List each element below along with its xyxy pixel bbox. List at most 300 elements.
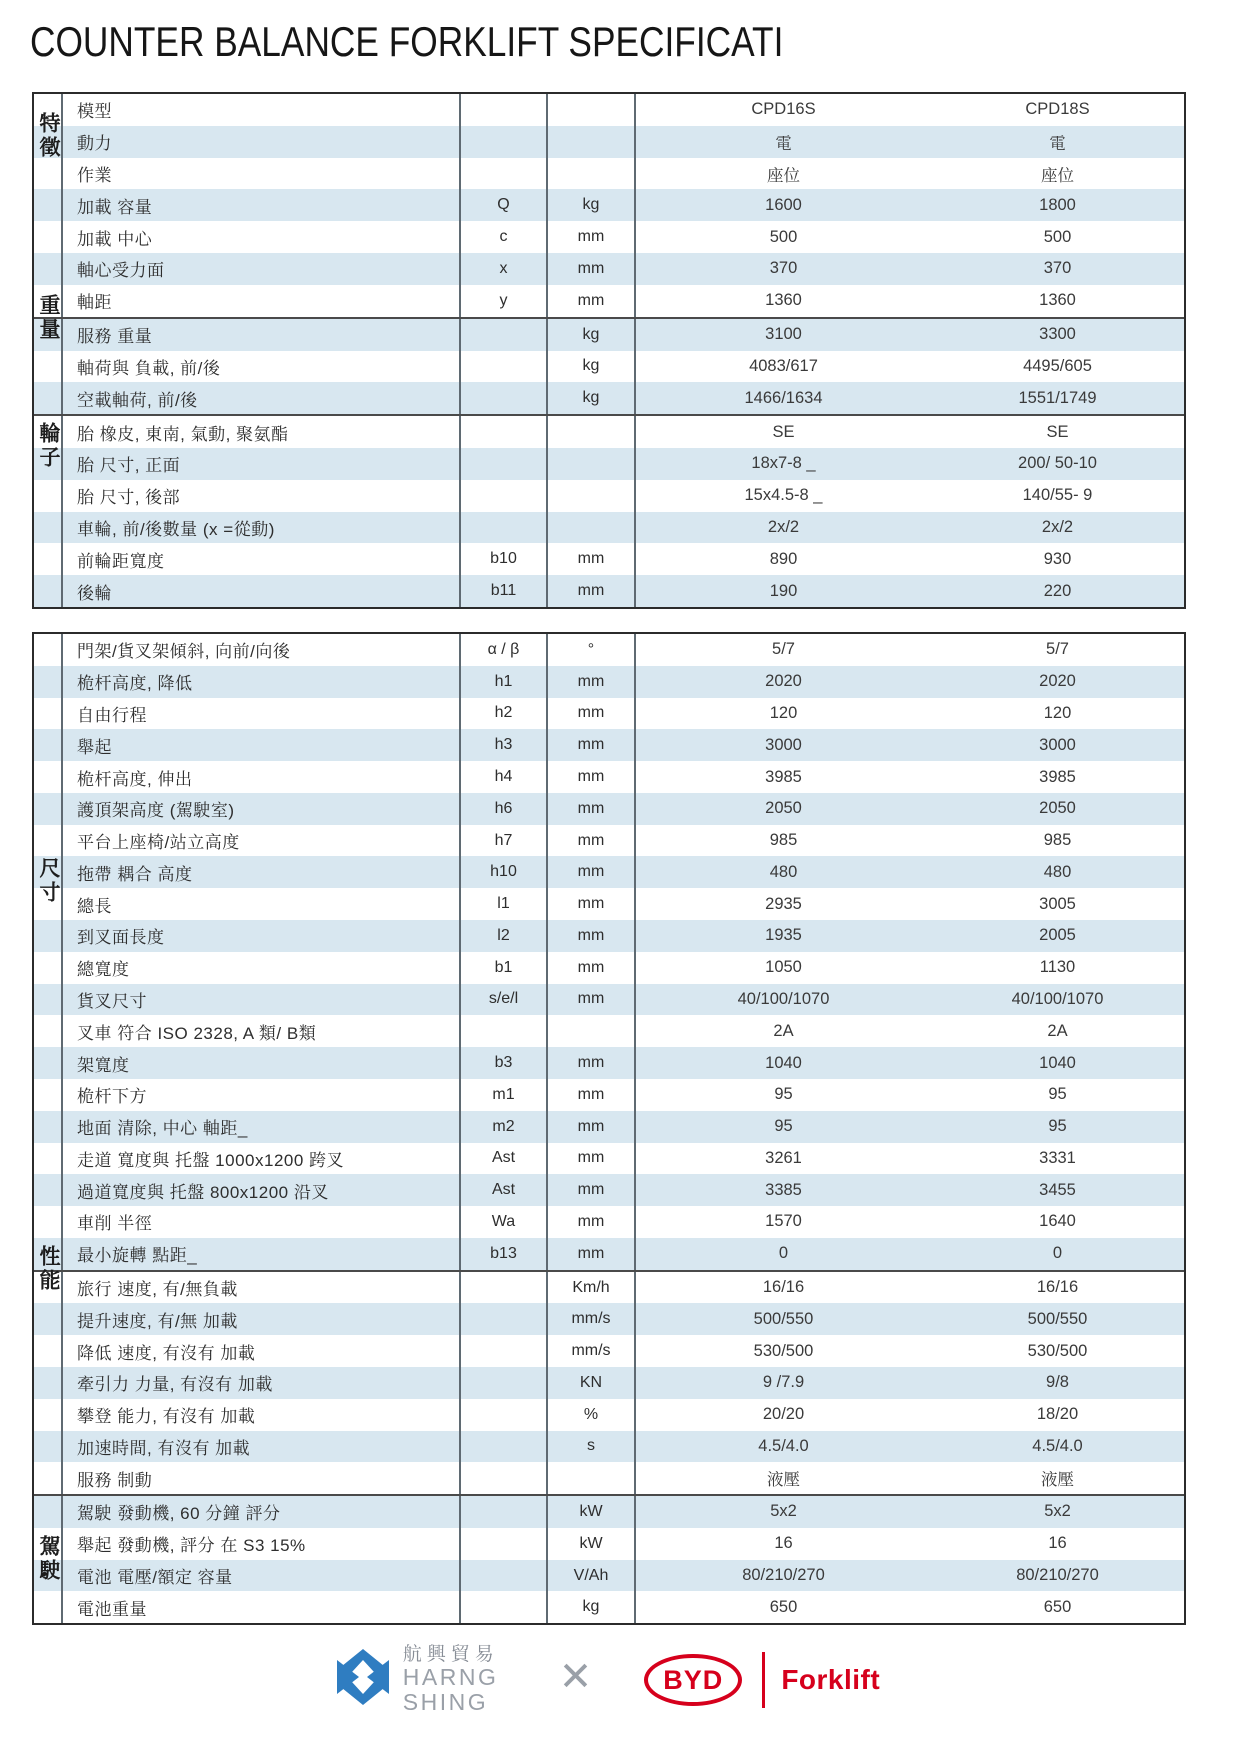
category-spacer-cell xyxy=(34,761,63,793)
category-spacer-cell xyxy=(34,666,63,698)
symbol-cell: Ast xyxy=(461,1143,548,1175)
spec-label-cell: 地面 清除, 中心 軸距_ xyxy=(63,1111,461,1143)
spec-label-cell: 貨叉尺寸 xyxy=(63,984,461,1016)
unit-cell xyxy=(548,126,636,158)
spec-label-cell: 叉車 符合 ISO 2328, A 類/ B類 xyxy=(63,1015,461,1047)
value-cell-cpd16s: 190 xyxy=(769,581,798,600)
spec-label-cell: 自由行程 xyxy=(63,698,461,730)
spec-label-cell: 前輪距寬度 xyxy=(63,543,461,575)
unit-cell xyxy=(548,1015,636,1047)
value-cell-cpd18s: 95 xyxy=(1048,1117,1067,1136)
spec-label-cell: 模型 xyxy=(63,94,461,126)
value-cell-cpd18s: 120 xyxy=(1043,703,1072,722)
spec-label-cell: 胎 尺寸, 正面 xyxy=(63,448,461,480)
spec-label-cell: 舉起 發動機, 評分 在 S3 15% xyxy=(63,1528,461,1560)
value-cell-cpd18s: 530/500 xyxy=(1027,1341,1088,1360)
table-row xyxy=(34,793,1184,825)
category-spacer-cell xyxy=(34,1335,63,1367)
category-spacer-cell xyxy=(34,1591,63,1623)
category-spacer-cell xyxy=(34,729,63,761)
spec-label-cell: 軸距 xyxy=(63,285,461,317)
spec-label-cell: 走道 寬度與 托盤 1000x1200 跨叉 xyxy=(63,1143,461,1175)
harng-shing-logo xyxy=(333,1645,499,1715)
category-spacer-cell xyxy=(34,1367,63,1399)
symbol-cell: m2 xyxy=(461,1111,548,1143)
value-cell-cpd18s: 液壓 xyxy=(1041,1471,1074,1490)
value-cell-cpd18s: 9/8 xyxy=(1046,1373,1069,1392)
category-spacer-cell xyxy=(34,543,63,575)
spec-label-cell: 桅杆高度, 降低 xyxy=(63,666,461,698)
unit-cell xyxy=(548,416,636,448)
table-row xyxy=(34,94,1184,126)
table-row xyxy=(34,888,1184,920)
category-label: 輪子 xyxy=(37,422,60,470)
table-row xyxy=(34,351,1184,383)
table-row xyxy=(34,1303,1184,1335)
spec-label-cell: 空載軸荷, 前/後 xyxy=(63,382,461,414)
value-cell-cpd18s: 1800 xyxy=(1039,195,1076,214)
value-cell-cpd18s: 2A xyxy=(1047,1021,1068,1040)
symbol-cell xyxy=(461,351,548,383)
value-cell-cpd16s: 4083/617 xyxy=(749,356,818,375)
unit-cell: mm xyxy=(548,729,636,761)
table-row xyxy=(34,414,1184,448)
unit-cell: mm/s xyxy=(548,1335,636,1367)
spec-label-cell: 到叉面長度 xyxy=(63,920,461,952)
category-spacer-cell xyxy=(34,698,63,730)
value-cell-cpd18s: 2x/2 xyxy=(1041,517,1074,536)
symbol-cell: b1 xyxy=(461,952,548,984)
symbol-cell: b3 xyxy=(461,1047,548,1079)
value-cell-cpd16s: 20/20 xyxy=(762,1405,805,1424)
table-row xyxy=(34,285,1184,317)
symbol-cell xyxy=(461,1528,548,1560)
value-cell-cpd18s: 5x2 xyxy=(1044,1502,1071,1521)
harng-shing-cross-icon xyxy=(333,1647,393,1712)
category-spacer-cell xyxy=(34,984,63,1016)
spec-label-cell: 加速時間, 有沒有 加載 xyxy=(63,1431,461,1463)
category-spacer-cell xyxy=(34,382,63,414)
symbol-cell xyxy=(461,1560,548,1592)
spec-label-cell: 作業 xyxy=(63,158,461,190)
value-cell-cpd18s: 18/20 xyxy=(1036,1405,1079,1424)
symbol-cell xyxy=(461,1335,548,1367)
harng-shing-latin-line2: SHING xyxy=(402,1689,489,1716)
spec-label-cell: 牽引力 力量, 有沒有 加載 xyxy=(63,1367,461,1399)
value-cell-cpd16s: 2020 xyxy=(765,672,802,691)
spec-label-cell: 旅行 速度, 有/無負載 xyxy=(63,1272,461,1304)
symbol-cell: x xyxy=(461,253,548,285)
category-spacer-cell xyxy=(34,189,63,221)
table-row xyxy=(34,1206,1184,1238)
table-row xyxy=(34,1591,1184,1623)
byd-wordmark: BYD xyxy=(663,1664,724,1695)
unit-cell: mm xyxy=(548,221,636,253)
value-cell-cpd16s: 18x7-8 _ xyxy=(751,454,816,473)
value-cell-cpd18s: 480 xyxy=(1043,862,1072,881)
value-cell-cpd18s: 80/210/270 xyxy=(1016,1566,1099,1585)
symbol-cell: h10 xyxy=(461,856,548,888)
unit-cell: mm xyxy=(548,1206,636,1238)
value-cell-cpd16s: 4.5/4.0 xyxy=(758,1436,809,1455)
category-spacer-cell xyxy=(34,221,63,253)
symbol-cell: y xyxy=(461,285,548,317)
value-cell-cpd16s: 5/7 xyxy=(772,640,795,659)
table-row xyxy=(34,158,1184,190)
spec-label-cell: 後輪 xyxy=(63,575,461,607)
value-cell-cpd18s: 0 xyxy=(1052,1244,1063,1263)
table-row xyxy=(34,221,1184,253)
table-row xyxy=(34,1143,1184,1175)
value-cell-cpd18s: 1551/1749 xyxy=(1018,388,1097,407)
value-cell-cpd18s: 1360 xyxy=(1039,291,1076,310)
forklift-wordmark: Forklift xyxy=(781,1664,881,1695)
category-spacer-cell xyxy=(34,793,63,825)
spec-label-cell: 服務 重量 xyxy=(63,319,461,351)
value-cell-cpd18s: 1640 xyxy=(1039,1212,1076,1231)
spec-table-features-weight-wheels xyxy=(32,92,1186,609)
value-cell-cpd16s: 95 xyxy=(774,1085,793,1104)
byd-forklift-logo xyxy=(644,1652,880,1708)
value-cell-cpd18s: 370 xyxy=(1043,259,1072,278)
value-cell-cpd18s: 220 xyxy=(1043,581,1072,600)
spec-label-cell: 車輪, 前/後數量 (x =從動) xyxy=(63,512,461,544)
value-cell-cpd18s: 3331 xyxy=(1039,1148,1076,1167)
table-row xyxy=(34,189,1184,221)
table-row xyxy=(34,253,1184,285)
spec-label-cell: 拖帶 耦合 高度 xyxy=(63,856,461,888)
category-spacer-cell xyxy=(34,1111,63,1143)
symbol-cell: Wa xyxy=(461,1206,548,1238)
spec-label-cell: 加載 中心 xyxy=(63,221,461,253)
value-cell-cpd18s: 3985 xyxy=(1039,767,1076,786)
unit-cell: mm xyxy=(548,575,636,607)
category-spacer-cell xyxy=(34,1496,63,1528)
symbol-cell xyxy=(461,1462,548,1494)
table-row xyxy=(34,1238,1184,1270)
category-label: 駕駛 xyxy=(37,1535,60,1583)
table-row xyxy=(34,1335,1184,1367)
value-cell-cpd16s: 40/100/1070 xyxy=(737,989,830,1008)
value-cell-cpd18s: 650 xyxy=(1043,1597,1072,1616)
category-spacer-cell xyxy=(34,1399,63,1431)
spec-label-cell: 最小旋轉 點距_ xyxy=(63,1238,461,1270)
category-spacer-cell xyxy=(34,825,63,857)
spec-label-cell: 提升速度, 有/無 加載 xyxy=(63,1303,461,1335)
value-cell-cpd16s: 15x4.5-8 _ xyxy=(744,486,823,505)
value-cell-cpd16s: 1050 xyxy=(765,958,802,977)
value-cell-cpd18s: CPD18S xyxy=(1025,100,1090,119)
value-cell-cpd16s: 500/550 xyxy=(753,1309,814,1328)
table-row xyxy=(34,666,1184,698)
table-row xyxy=(34,952,1184,984)
value-cell-cpd16s: SE xyxy=(772,422,795,441)
category-label: 重量 xyxy=(37,294,60,342)
unit-cell: V/Ah xyxy=(548,1560,636,1592)
symbol-cell: m1 xyxy=(461,1079,548,1111)
spec-label-cell: 門架/貨叉架傾斜, 向前/向後 xyxy=(63,634,461,666)
symbol-cell xyxy=(461,1496,548,1528)
value-cell-cpd18s: 2020 xyxy=(1039,672,1076,691)
spec-label-cell: 護頂架高度 (駕駛室) xyxy=(63,793,461,825)
value-cell-cpd18s: 500/550 xyxy=(1027,1309,1088,1328)
value-cell-cpd18s: 2050 xyxy=(1039,799,1076,818)
unit-cell: kW xyxy=(548,1528,636,1560)
symbol-cell xyxy=(461,1399,548,1431)
category-spacer-cell xyxy=(34,1047,63,1079)
spec-label-cell: 軸荷與 負載, 前/後 xyxy=(63,351,461,383)
unit-cell: mm xyxy=(548,543,636,575)
unit-cell: kg xyxy=(548,382,636,414)
value-cell-cpd16s: 3385 xyxy=(765,1180,802,1199)
symbol-cell xyxy=(461,1015,548,1047)
value-cell-cpd16s: 2935 xyxy=(765,894,802,913)
symbol-cell: Ast xyxy=(461,1174,548,1206)
symbol-cell xyxy=(461,1367,548,1399)
unit-cell: kW xyxy=(548,1496,636,1528)
value-cell-cpd16s: 2050 xyxy=(765,799,802,818)
table-row xyxy=(34,761,1184,793)
category-label: 尺寸 xyxy=(37,857,60,905)
symbol-cell xyxy=(461,319,548,351)
spec-table-dimensions-performance-drive xyxy=(32,632,1186,1625)
unit-cell: mm xyxy=(548,666,636,698)
value-cell-cpd18s: 3300 xyxy=(1039,325,1076,344)
value-cell-cpd16s: 液壓 xyxy=(767,1471,800,1490)
unit-cell: mm xyxy=(548,952,636,984)
unit-cell: mm xyxy=(548,1143,636,1175)
table-row xyxy=(34,448,1184,480)
value-cell-cpd18s: 200/ 50-10 xyxy=(1018,454,1097,473)
unit-cell: kg xyxy=(548,1591,636,1623)
category-spacer-cell xyxy=(34,952,63,984)
value-cell-cpd16s: 16/16 xyxy=(762,1278,805,1297)
footer-logos xyxy=(0,1640,1227,1720)
table-row xyxy=(34,1079,1184,1111)
value-cell-cpd16s: 16 xyxy=(774,1534,793,1553)
value-cell-cpd16s: 370 xyxy=(769,259,798,278)
value-cell-cpd18s: 5/7 xyxy=(1046,640,1069,659)
value-cell-cpd18s: 95 xyxy=(1048,1085,1067,1104)
symbol-cell: l1 xyxy=(461,888,548,920)
symbol-cell: Q xyxy=(461,189,548,221)
spec-label-cell: 降低 速度, 有沒有 加載 xyxy=(63,1335,461,1367)
symbol-cell xyxy=(461,382,548,414)
symbol-cell: b13 xyxy=(461,1238,548,1270)
spec-label-cell: 過道寬度與 托盤 800x1200 沿叉 xyxy=(63,1174,461,1206)
table-row xyxy=(34,1528,1184,1560)
byd-oval-icon xyxy=(644,1654,742,1706)
value-cell-cpd16s: CPD16S xyxy=(751,100,816,119)
unit-cell: mm xyxy=(548,1047,636,1079)
value-cell-cpd18s: 140/55- 9 xyxy=(1022,486,1093,505)
symbol-cell: α / β xyxy=(461,634,548,666)
spec-label-cell: 架寬度 xyxy=(63,1047,461,1079)
table-row xyxy=(34,920,1184,952)
unit-cell: kg xyxy=(548,189,636,221)
spec-label-cell: 攀登 能力, 有沒有 加載 xyxy=(63,1399,461,1431)
value-cell-cpd16s: 120 xyxy=(769,703,798,722)
spec-label-cell: 胎 尺寸, 後部 xyxy=(63,480,461,512)
symbol-cell xyxy=(461,94,548,126)
symbol-cell: b10 xyxy=(461,543,548,575)
value-cell-cpd16s: 1935 xyxy=(765,926,802,945)
unit-cell: mm xyxy=(548,1238,636,1270)
unit-cell: mm xyxy=(548,698,636,730)
value-cell-cpd16s: 650 xyxy=(769,1597,798,1616)
value-cell-cpd18s: 座位 xyxy=(1041,166,1074,185)
value-cell-cpd16s: 3100 xyxy=(765,325,802,344)
unit-cell: mm xyxy=(548,285,636,317)
unit-cell: mm xyxy=(548,1079,636,1111)
value-cell-cpd18s: 500 xyxy=(1043,227,1072,246)
value-cell-cpd16s: 1360 xyxy=(765,291,802,310)
category-spacer-cell xyxy=(34,634,63,666)
value-cell-cpd18s: 16/16 xyxy=(1036,1278,1079,1297)
unit-cell: mm xyxy=(548,825,636,857)
category-spacer-cell xyxy=(34,480,63,512)
category-spacer-cell xyxy=(34,158,63,190)
category-spacer-cell xyxy=(34,1143,63,1175)
value-cell-cpd16s: 95 xyxy=(774,1117,793,1136)
table-row xyxy=(34,1270,1184,1304)
symbol-cell xyxy=(461,1431,548,1463)
value-cell-cpd16s: 3985 xyxy=(765,767,802,786)
value-cell-cpd16s: 電 xyxy=(775,134,792,153)
category-spacer-cell xyxy=(34,1015,63,1047)
value-cell-cpd16s: 530/500 xyxy=(753,1341,814,1360)
value-cell-cpd16s: 80/210/270 xyxy=(742,1566,825,1585)
harng-shing-latin-line1: HARNG xyxy=(402,1664,499,1691)
spec-label-cell: 總長 xyxy=(63,888,461,920)
table-row xyxy=(34,825,1184,857)
category-spacer-cell xyxy=(34,1174,63,1206)
table-rows xyxy=(34,94,1184,607)
category-label: 性能 xyxy=(37,1245,60,1293)
harng-shing-cjk-text: 航興貿易 xyxy=(402,1643,499,1665)
table-row xyxy=(34,512,1184,544)
value-cell-cpd18s: 985 xyxy=(1043,831,1072,850)
symbol-cell: h4 xyxy=(461,761,548,793)
symbol-cell: h1 xyxy=(461,666,548,698)
value-cell-cpd18s: 1130 xyxy=(1039,958,1076,977)
value-cell-cpd16s: 1040 xyxy=(765,1053,802,1072)
table-row xyxy=(34,1560,1184,1592)
value-cell-cpd18s: 4.5/4.0 xyxy=(1032,1436,1083,1455)
table-rows xyxy=(34,634,1184,1623)
value-cell-cpd18s: 16 xyxy=(1048,1534,1067,1553)
value-cell-cpd16s: 1570 xyxy=(765,1212,802,1231)
symbol-cell: h6 xyxy=(461,793,548,825)
value-cell-cpd18s: 1040 xyxy=(1039,1053,1076,1072)
spec-label-cell: 胎 橡皮, 東南, 氣動, 聚氨酯 xyxy=(63,416,461,448)
spec-label-cell: 服務 制動 xyxy=(63,1462,461,1494)
unit-cell: mm xyxy=(548,761,636,793)
category-spacer-cell xyxy=(34,575,63,607)
spec-label-cell: 桅杆下方 xyxy=(63,1079,461,1111)
unit-cell: mm xyxy=(548,1111,636,1143)
table-row xyxy=(34,1431,1184,1463)
unit-cell xyxy=(548,512,636,544)
spec-label-cell: 電池重量 xyxy=(63,1591,461,1623)
unit-cell: ° xyxy=(548,634,636,666)
unit-cell: mm xyxy=(548,888,636,920)
category-spacer-cell xyxy=(34,512,63,544)
unit-cell xyxy=(548,1462,636,1494)
page-title: COUNTER BALANCE FORKLIFT SPECIFICATI xyxy=(30,18,784,65)
table-row xyxy=(34,698,1184,730)
value-cell-cpd18s: 電 xyxy=(1049,134,1066,153)
unit-cell: s xyxy=(548,1431,636,1463)
table-row xyxy=(34,634,1184,666)
category-spacer-cell xyxy=(34,1303,63,1335)
spec-label-cell: 動力 xyxy=(63,126,461,158)
value-cell-cpd16s: 1466/1634 xyxy=(744,388,823,407)
symbol-cell xyxy=(461,126,548,158)
table-row xyxy=(34,575,1184,607)
table-row xyxy=(34,1462,1184,1494)
symbol-cell xyxy=(461,448,548,480)
collaboration-x-icon: ✕ xyxy=(558,1655,593,1699)
category-spacer-cell xyxy=(34,351,63,383)
symbol-cell xyxy=(461,158,548,190)
unit-cell: % xyxy=(548,1399,636,1431)
table-row xyxy=(34,1494,1184,1528)
value-cell-cpd18s: 4495/605 xyxy=(1023,356,1092,375)
value-cell-cpd18s: 2005 xyxy=(1039,926,1076,945)
value-cell-cpd18s: SE xyxy=(1046,422,1069,441)
value-cell-cpd16s: 985 xyxy=(769,831,798,850)
spec-label-cell: 舉起 xyxy=(63,729,461,761)
table-row xyxy=(34,1367,1184,1399)
category-spacer-cell xyxy=(34,1079,63,1111)
value-cell-cpd16s: 0 xyxy=(778,1244,789,1263)
category-spacer-cell xyxy=(34,1206,63,1238)
value-cell-cpd16s: 3261 xyxy=(765,1148,802,1167)
table-row xyxy=(34,1047,1184,1079)
value-cell-cpd16s: 9 /7.9 xyxy=(762,1373,805,1392)
symbol-cell: h3 xyxy=(461,729,548,761)
unit-cell: mm xyxy=(548,1174,636,1206)
symbol-cell: h2 xyxy=(461,698,548,730)
table-row xyxy=(34,1174,1184,1206)
category-spacer-cell xyxy=(34,1431,63,1463)
symbol-cell xyxy=(461,512,548,544)
spec-label-cell: 軸心受力面 xyxy=(63,253,461,285)
symbol-cell xyxy=(461,416,548,448)
table-row xyxy=(34,382,1184,414)
category-spacer-cell xyxy=(34,1462,63,1494)
value-cell-cpd16s: 1600 xyxy=(765,195,802,214)
value-cell-cpd16s: 2x/2 xyxy=(767,517,800,536)
symbol-cell: l2 xyxy=(461,920,548,952)
symbol-cell xyxy=(461,480,548,512)
value-cell-cpd18s: 3000 xyxy=(1039,735,1076,754)
value-cell-cpd16s: 5x2 xyxy=(770,1502,797,1521)
value-cell-cpd16s: 480 xyxy=(769,862,798,881)
value-cell-cpd18s: 3455 xyxy=(1039,1180,1076,1199)
symbol-cell xyxy=(461,1303,548,1335)
symbol-cell: h7 xyxy=(461,825,548,857)
table-row xyxy=(34,729,1184,761)
unit-cell xyxy=(548,158,636,190)
unit-cell: kg xyxy=(548,351,636,383)
category-label: 特徵 xyxy=(37,112,60,160)
unit-cell: kg xyxy=(548,319,636,351)
table-row xyxy=(34,1015,1184,1047)
table-row xyxy=(34,856,1184,888)
spec-label-cell: 車削 半徑 xyxy=(63,1206,461,1238)
